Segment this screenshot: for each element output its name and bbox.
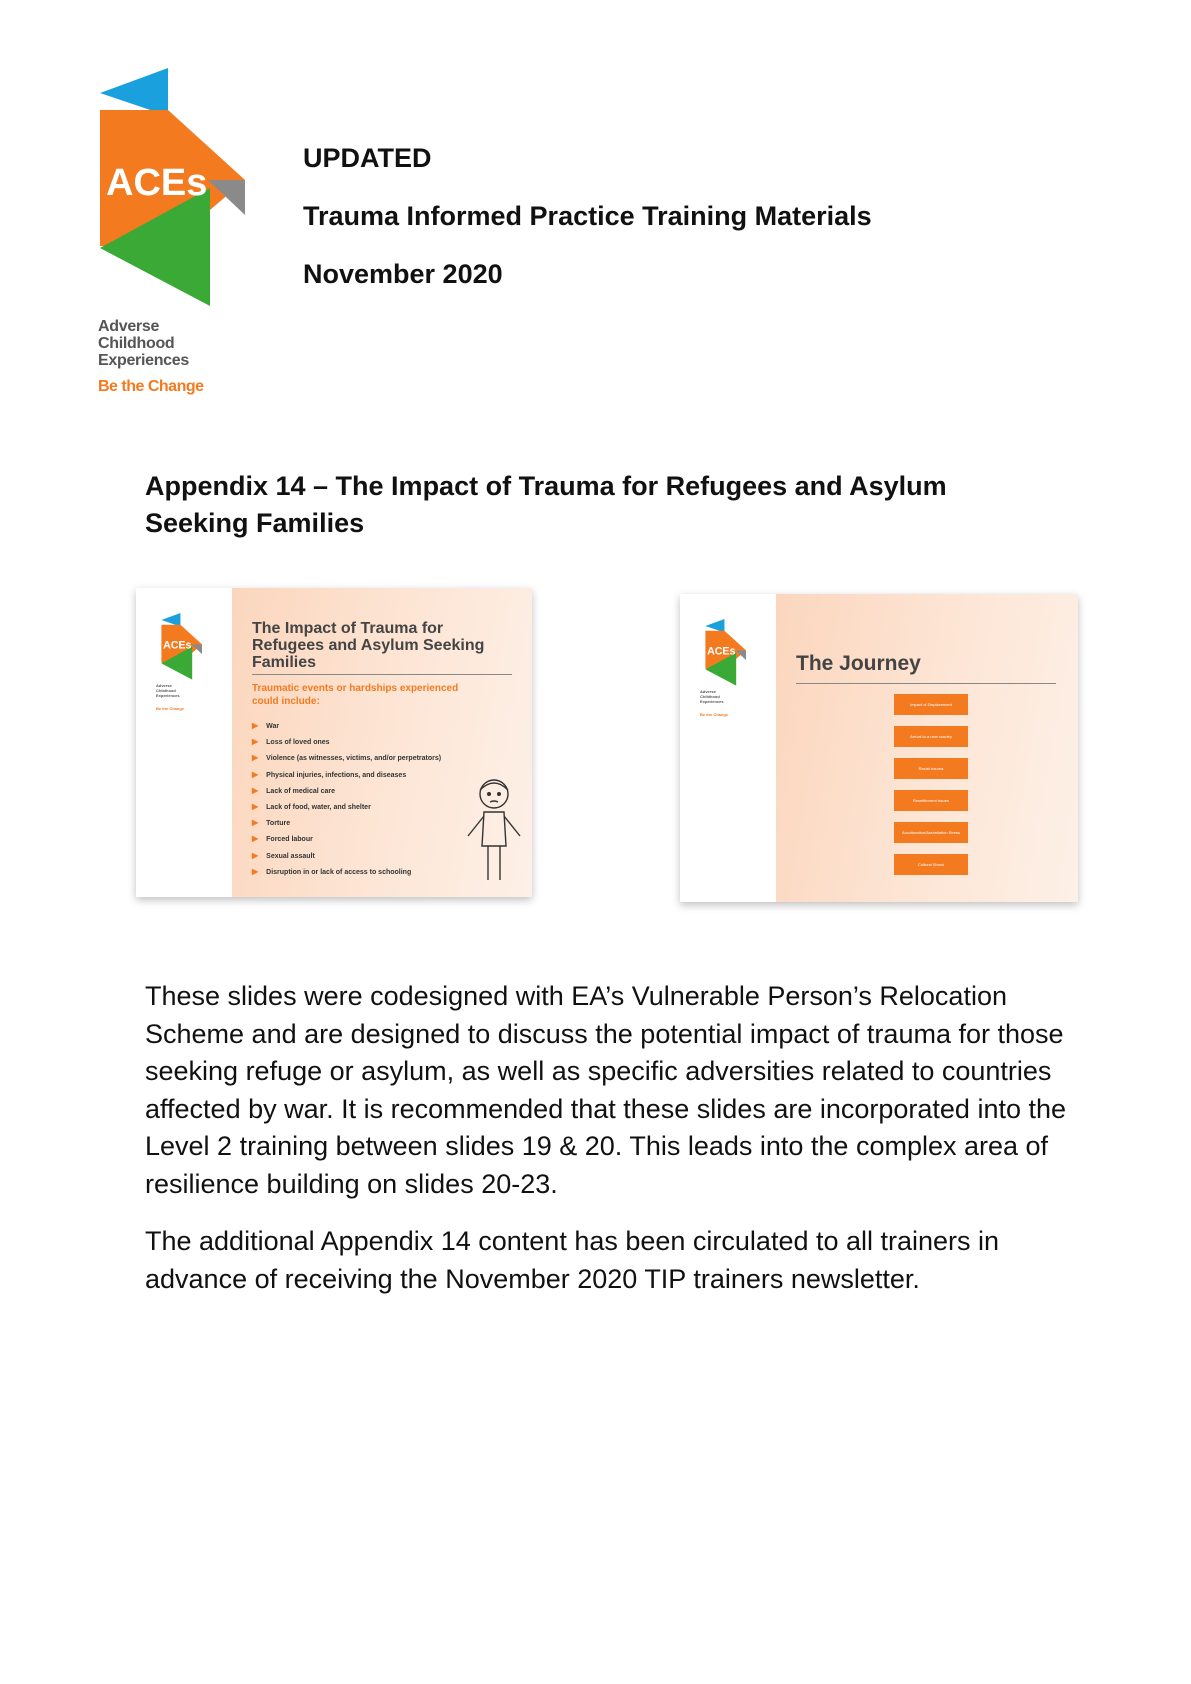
bullet-triangle-icon: ▶ [252, 818, 259, 828]
bullet-triangle-icon: ▶ [252, 753, 259, 763]
list-item [252, 799, 441, 815]
header-title: Trauma Informed Practice Training Materials [303, 201, 872, 231]
journey-step: Arrival to a new country [894, 726, 968, 747]
bullet-triangle-icon: ▶ [252, 802, 259, 812]
header-updated: UPDATED [303, 143, 432, 173]
journey-step: Acculturation/Assimilation Stress [894, 822, 968, 843]
list-item-text: Violence (as witnesses, victims, and/or perpetrators) [266, 755, 442, 763]
list-item-text: Lack of food, water, and shelter [266, 804, 371, 812]
bullet-triangle-icon: ▶ [252, 834, 259, 844]
slide2-title: The Journey [796, 652, 921, 675]
mini-logo-subtitle [700, 689, 724, 704]
slide2-divider [796, 683, 1056, 684]
journey-step: Racial trauma [894, 758, 968, 779]
mini-logo-brand: ACEs [163, 639, 192, 652]
aces-logo [90, 68, 250, 408]
logo-blue-triangle [100, 68, 168, 116]
slide1-hardship-list [252, 718, 441, 880]
slide1-subtitle: Traumatic events or hardships experienced could include: [252, 683, 459, 707]
header-date: November 2020 [303, 259, 503, 289]
list-item [252, 783, 441, 799]
logo-tagline: Be the Change [98, 378, 204, 395]
logo-line-experiences: Experiences [98, 352, 189, 369]
mini-logo-tagline: Be the Change [156, 706, 185, 711]
list-item [252, 750, 441, 766]
list-item-text: War [266, 723, 280, 730]
mini-logo-line-adverse: Adverse [700, 689, 716, 694]
logo-brand-text: ACEs [106, 162, 208, 204]
body-text [145, 978, 1070, 1318]
logo-subtitle [98, 318, 189, 369]
slide1-divider [252, 674, 512, 675]
list-item-text: Physical injuries, infections, and diseases [266, 771, 407, 779]
document-header [303, 143, 872, 317]
journey-flow [891, 694, 971, 886]
mini-aces-logo-icon [156, 613, 206, 683]
bullet-triangle-icon: ▶ [252, 769, 259, 779]
slide-impact-of-trauma [136, 588, 532, 897]
bullet-triangle-icon: ▶ [252, 737, 259, 747]
logo-line-adverse: Adverse [98, 318, 160, 335]
bullet-triangle-icon: ▶ [252, 850, 259, 860]
bullet-triangle-icon: ▶ [252, 721, 259, 730]
list-item [252, 831, 441, 847]
mini-aces-logo-icon [700, 619, 750, 689]
journey-step: Resettlement issues [894, 790, 968, 811]
list-item-text: Torture [266, 820, 291, 828]
bullet-triangle-icon: ▶ [252, 785, 259, 795]
list-item-text: Lack of medical care [266, 787, 336, 795]
list-item-text: Loss of loved ones [266, 739, 330, 747]
list-item [252, 718, 441, 734]
list-item [252, 734, 441, 750]
list-item-text: Disruption in or lack of access to schooling [266, 868, 412, 876]
mini-logo-line-adverse: Adverse [156, 683, 172, 688]
logo-line-childhood: Childhood [98, 335, 175, 352]
list-item [252, 767, 441, 783]
bullet-triangle-icon: ▶ [252, 866, 259, 876]
mini-logo-line-childhood: Childhood [156, 688, 176, 693]
list-item-text: Forced labour [266, 836, 313, 844]
list-item [252, 848, 441, 864]
slide-sidebar [136, 588, 232, 897]
body-paragraph-2: The additional Appendix 14 content has been circulated to all trainers in advance of receiving the November 2020 TIP trainers newsletter. [145, 1226, 1000, 1294]
mini-logo-brand: ACEs [707, 645, 736, 658]
person-sketch-icon [466, 776, 522, 886]
mini-logo-line-experiences: Experiences [156, 693, 180, 698]
body-paragraph-1: These slides were codesigned with EA’s Vulnerable Person’s Relocation Scheme and are designed to discuss the potential impact of trauma for those seeking refuge or asylum, as well as specific adversities related to countries affected by war. It is recommended that these slides are incorporated into the Level 2 training between slides 19 & 20. This leads into the complex area of resilience building on slides 20-23. [145, 981, 1067, 1199]
slide-sidebar [680, 594, 776, 902]
journey-step: Impact of Displacement [894, 694, 968, 715]
list-item-text: Sexual assault [266, 852, 315, 860]
aces-logo-graphic [90, 68, 250, 318]
appendix-title: Appendix 14 – The Impact of Trauma for Refugees and Asylum Seeking Families [145, 471, 947, 538]
slide1-title: The Impact of Trauma for Refugees and Asylum Seeking Families [252, 620, 485, 671]
mini-logo-line-experiences: Experiences [700, 699, 724, 704]
slide-content [776, 594, 1078, 902]
mini-logo-subtitle [156, 683, 180, 698]
mini-logo-line-childhood: Childhood [700, 694, 720, 699]
list-item [252, 815, 441, 831]
slide-the-journey [680, 594, 1078, 902]
journey-step: Cultural Shock [894, 854, 968, 875]
list-item [252, 864, 441, 880]
mini-logo-tagline: Be the Change [700, 712, 729, 717]
